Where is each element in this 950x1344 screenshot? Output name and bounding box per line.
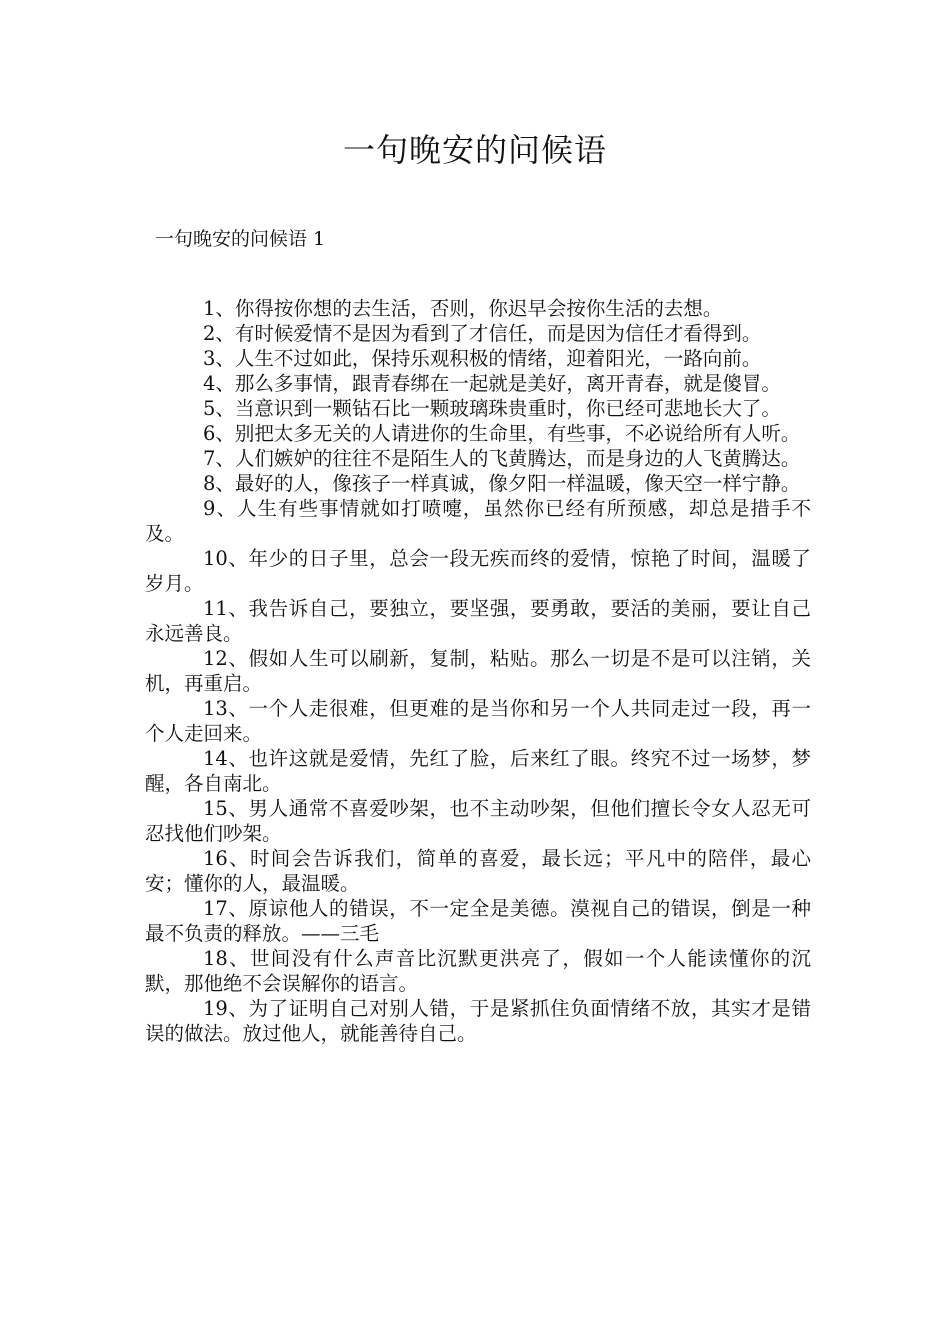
paragraph: 17、原谅他人的错误，不一定全是美德。漠视自己的错误，倒是一种最不负责的释放。——三毛 — [145, 897, 811, 945]
paragraph: 10、年少的日子里，总会一段无疾而终的爱情，惊艳了时间，温暖了岁月。 — [145, 547, 811, 595]
paragraph: 18、世间没有什么声音比沉默更洪亮了，假如一个人能读懂你的沉默，那他绝不会误解你的语言。 — [145, 947, 811, 995]
paragraph: 2、有时候爱情不是因为看到了才信任，而是因为信任才看得到。 — [203, 322, 762, 345]
paragraph: 11、我告诉自己，要独立，要坚强，要勇敢，要活的美丽，要让自己永远善良。 — [145, 597, 811, 645]
paragraph: 14、也许这就是爱情，先红了脸，后来红了眼。终究不过一场梦，梦醒，各自南北。 — [145, 747, 811, 795]
paragraph: 12、假如人生可以刷新，复制，粘贴。那么一切是不是可以注销，关机，再重启。 — [145, 647, 811, 695]
paragraph: 16、时间会告诉我们，简单的喜爱，最长远；平凡中的陪伴，最心安；懂你的人，最温暖。 — [145, 847, 811, 895]
paragraph: 7、人们嫉妒的往往不是陌生人的飞黄腾达，而是身边的人飞黄腾达。 — [203, 447, 801, 470]
paragraph: 13、一个人走很难，但更难的是当你和另一个人共同走过一段，再一个人走回来。 — [145, 697, 811, 745]
paragraph: 1、你得按你想的去生活，否则，你迟早会按你生活的去想。 — [203, 297, 723, 320]
paragraph: 8、最好的人，像孩子一样真诚，像夕阳一样温暖，像天空一样宁静。 — [203, 472, 801, 495]
paragraph: 15、男人通常不喜爱吵架，也不主动吵架，但他们擅长令女人忍无可忍找他们吵架。 — [145, 797, 811, 845]
document-body — [145, 296, 811, 1046]
paragraph: 5、当意识到一颗钻石比一颗玻璃珠贵重时，你已经可悲地长大了。 — [203, 397, 781, 420]
section-heading: 一句晚安的问候语 1 — [155, 228, 326, 250]
paragraph: 9、人生有些事情就如打喷嚏，虽然你已经有所预感，却总是措手不及。 — [145, 497, 811, 545]
document-title: 一句晚安的问候语 — [342, 131, 607, 169]
paragraph: 4、那么多事情，跟青春绑在一起就是美好，离开青春，就是傻冒。 — [203, 372, 781, 395]
paragraph: 3、人生不过如此，保持乐观积极的情绪，迎着阳光，一路向前。 — [203, 347, 762, 370]
paragraph: 19、为了证明自己对别人错，于是紧抓住负面情绪不放，其实才是错误的做法。放过他人，就能善待自己。 — [145, 997, 811, 1045]
paragraph: 6、别把太多无关的人请进你的生命里，有些事，不必说给所有人听。 — [203, 422, 801, 445]
